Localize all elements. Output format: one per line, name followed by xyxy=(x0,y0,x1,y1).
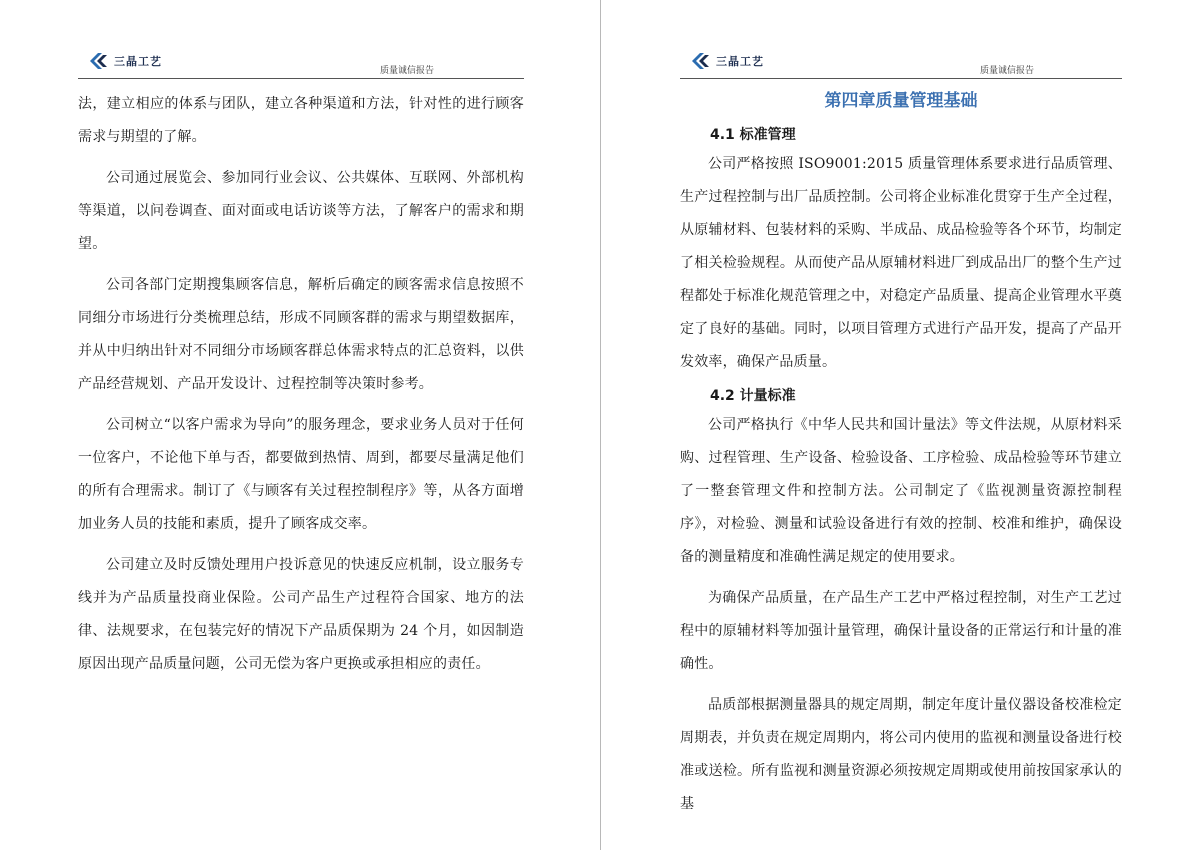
paragraph: 公司各部门定期搜集顾客信息，解析后确定的顾客需求信息按照不同细分市场进行分类梳理总结，形成不同顾客群的需求与期望数据库，并从中归纳出针对不同细分市场顾客群总体需求特点的汇总资料，以供产品经营规划、产品开发设计、过程控制等决策时参考。 xyxy=(78,277,524,392)
logo-text: 三晶工艺 xyxy=(114,55,162,68)
company-logo xyxy=(88,50,162,72)
paragraph: 公司严格按照 ISO9001:2015 质量管理体系要求进行品质管理、生产过程控制与出厂品质控制。公司将企业标准化贯穿于生产全过程，从原辅材料、包装材料的采购、半成品、成品检验等各个环节，均制定了相关检验规程。从而使产品从原辅材料进厂到成品出厂的整个生产过程都处于标准化规范管理之中，对稳定产品质量、提高企业管理水平奠定了良好的基础。同时，以项目管理方式进行产品开发，提高了产品开发效率，确保产品质量。 xyxy=(680,156,1122,370)
header-title: 质量诚信报告 xyxy=(379,66,434,76)
left-page-body xyxy=(78,88,524,689)
chapter-title: 第四章质量管理基础 xyxy=(824,91,978,111)
right-page-body xyxy=(680,88,1122,829)
company-logo xyxy=(690,50,764,72)
paragraph: 公司建立及时反馈处理用户投诉意见的快速反应机制，设立服务专线并为产品质量投商业保险。公司产品生产过程符合国家、地方的法律、法规要求，在包装完好的情况下产品质保期为 24 个月，如因制造原因出现产品质量问题，公司无偿为客户更换或承担相应的责任。 xyxy=(78,557,524,672)
paragraph: 公司通过展览会、参加同行业会议、公共媒体、互联网、外部机构等渠道，以问卷调查、面对面或电话访谈等方法，了解客户的需求和期望。 xyxy=(78,170,524,252)
logo-mark-icon xyxy=(88,50,110,72)
page-header xyxy=(78,44,524,79)
page-header xyxy=(680,44,1122,79)
page-divider xyxy=(600,0,601,850)
left-page xyxy=(78,0,524,850)
logo-mark-icon xyxy=(690,50,712,72)
paragraph: 法，建立相应的体系与团队，建立各种渠道和方法，针对性的进行顾客需求与期望的了解。 xyxy=(78,96,524,145)
section-heading: 4.1 标准管理 xyxy=(710,127,796,143)
paragraph: 公司树立“以客户需求为导向”的服务理念，要求业务人员对于任何一位客户，不论他下单与否，都要做到热情、周到，都要尽量满足他们的所有合理需求。制订了《与顾客有关过程控制程序》等，从各方面增加业务人员的技能和素质，提升了顾客成交率。 xyxy=(78,417,524,532)
paragraph: 为确保产品质量，在产品生产工艺中严格过程控制，对生产工艺过程中的原辅材料等加强计量管理，确保计量设备的正常运行和计量的准确性。 xyxy=(680,590,1122,672)
paragraph: 公司严格执行《中华人民共和国计量法》等文件法规，从原材料采购、过程管理、生产设备、检验设备、工序检验、成品检验等环节建立了一整套管理文件和控制方法。公司制定了《监视测量资源控制程序》，对检验、测量和试验设备进行有效的控制、校准和维护，确保设备的测量精度和准确性满足规定的使用要求。 xyxy=(680,417,1122,565)
paragraph: 品质部根据测量器具的规定周期，制定年度计量仪器设备校准检定周期表，并负责在规定周期内，将公司内使用的监视和测量设备进行校准或送检。所有监视和测量资源必须按规定周期或使用前按国家承认的基 xyxy=(680,697,1122,812)
section-heading: 4.2 计量标准 xyxy=(710,388,796,404)
header-title: 质量诚信报告 xyxy=(979,66,1034,76)
right-page xyxy=(680,0,1122,850)
logo-text: 三晶工艺 xyxy=(716,55,764,68)
